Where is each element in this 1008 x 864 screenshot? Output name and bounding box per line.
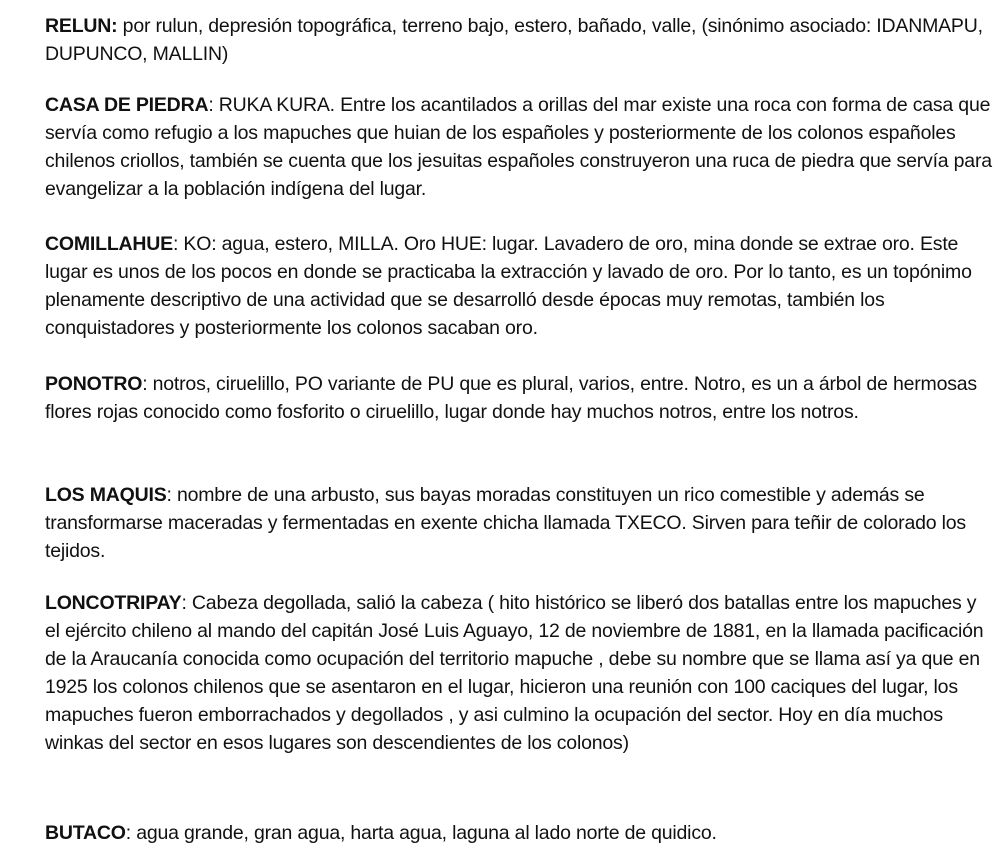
entry-term: PONOTRO xyxy=(45,373,143,395)
entry-comillahue xyxy=(45,230,995,342)
entry-los-maquis xyxy=(45,481,995,565)
entry-definition: : nombre de una arbusto, sus bayas moradas constituyen un rico comestible y además se transformarse maceradas y fermentadas en exente chicha llamada TXECO. Sirven para teñir de colorado los tejidos. xyxy=(45,484,966,562)
entry-butaco xyxy=(45,819,995,847)
entry-definition: : Cabeza degollada, salió la cabeza ( hito histórico se liberó dos batallas entre los mapuches y el ejército chileno al mando del capitán José Luis Aguayo, 12 de noviembre de 1881, en la llamada pacificación de la Araucanía conocida como ocupación del territorio mapuche , debe su nombre que se llama así ya que en 1925 los colonos chilenos que se asentaron en el lugar, hicieron una reunión con 100 caciques del lugar, los mapuches fueron emborrachados y degollados , y asi culmino la ocupación del sector. Hoy en día muchos winkas del sector en esos lugares son descendientes de los colonos) xyxy=(45,592,984,754)
entry-loncotripay xyxy=(45,589,995,757)
entry-ponotro xyxy=(45,370,995,426)
entry-term: LOS MAQUIS xyxy=(45,484,167,506)
entry-term: COMILLAHUE xyxy=(45,233,173,255)
entry-term: LONCOTRIPAY xyxy=(45,592,182,614)
entry-casa-de-piedra xyxy=(45,91,995,203)
entry-definition: : agua grande, gran agua, harta agua, laguna al lado norte de quidico. xyxy=(125,822,717,844)
entry-definition: : notros, ciruelillo, PO variante de PU que es plural, varios, entre. Notro, es un a árbol de hermosas flores rojas conocido como fosforito o ciruelillo, lugar donde hay muchos notros, entre los notros. xyxy=(45,373,977,423)
entry-relun xyxy=(45,12,995,68)
entry-definition: : RUKA KURA. Entre los acantilados a orillas del mar existe una roca con forma de casa que servía como refugio a los mapuches que huian de los españoles y posteriormente de los colonos españoles chilenos criollos, también se cuenta que los jesuitas españoles construyeron una ruca de piedra que servía para evangelizar a la población indígena del lugar. xyxy=(45,94,992,200)
entry-term: CASA DE PIEDRA xyxy=(45,94,209,116)
entry-definition: por rulun, depresión topográfica, terreno bajo, estero, bañado, valle, (sinónimo asociado: IDANMAPU, DUPUNCO, MALLIN) xyxy=(45,15,983,65)
entry-term: RELUN: xyxy=(45,15,118,37)
entry-definition: : KO: agua, estero, MILLA. Oro HUE: lugar. Lavadero de oro, mina donde se extrae oro. Este lugar es unos de los pocos en donde se practicaba la extracción y lavado de oro. Por lo tanto, es un topónimo plenamente descriptivo de una actividad que se desarrolló desde épocas muy remotas, también los conquistadores y posteriormente los colonos sacaban oro. xyxy=(45,233,972,339)
entry-term: BUTACO xyxy=(45,822,126,844)
